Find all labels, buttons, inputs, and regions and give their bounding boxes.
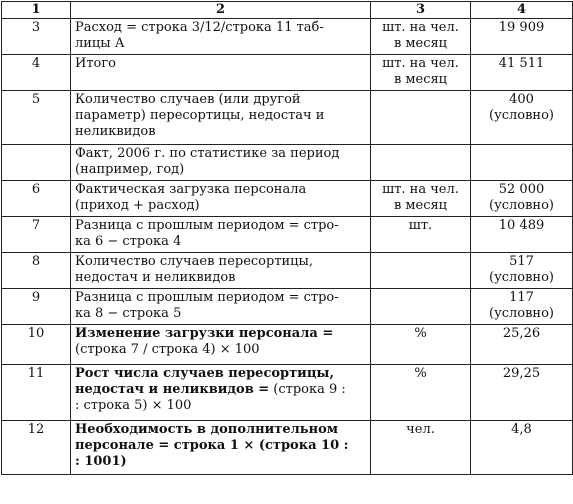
row-unit: шт. на чел. в месяц (382, 56, 459, 87)
table-row (2, 253, 573, 289)
row-number: 5 (2, 91, 71, 145)
row-label: Расход = строка 3/12/строка 11 таб- лицы А (75, 20, 324, 51)
row-number: 11 (2, 365, 71, 421)
row-number: 7 (2, 217, 71, 253)
header-col-4: 4 (471, 2, 573, 19)
header-row (2, 2, 573, 19)
row-label-bold: Изменение загрузки персонала = (75, 326, 334, 341)
header-col-1: 1 (2, 2, 71, 19)
row-value: 52 000 (условно) (489, 182, 554, 213)
table-row (2, 19, 573, 55)
table-row (2, 91, 573, 145)
row-label-rest: (строка 7 / строка 4) × 100 (75, 342, 260, 357)
row-value: 10 489 (498, 218, 545, 233)
row-unit: % (414, 366, 427, 381)
table-row (2, 421, 573, 475)
table-row (2, 145, 573, 181)
row-unit: шт. на чел. в месяц (382, 20, 459, 51)
header-col-3: 3 (371, 2, 471, 19)
row-value: 25,26 (502, 326, 541, 341)
row-unit: шт. (408, 218, 433, 233)
row-number: 3 (2, 19, 71, 55)
row-value: 4,8 (511, 422, 532, 437)
row-label: Факт, 2006 г. по статистике за период (например, год) (75, 146, 340, 177)
row-number: 6 (2, 181, 71, 217)
table-row (2, 289, 573, 325)
header-col-2: 2 (71, 2, 371, 19)
row-label-bold: Рост числа случаев пересортицы, недостач и неликвидов = (75, 366, 334, 397)
row-value: 400 (условно) (489, 92, 554, 123)
row-value: 117 (условно) (489, 290, 554, 321)
row-number (2, 145, 71, 181)
row-label-rest: (строка 9 : : строка 5) × 100 (75, 382, 346, 413)
table-row (2, 325, 573, 365)
table-row (2, 181, 573, 217)
table-row (2, 55, 573, 91)
row-unit: шт. на чел. в месяц (382, 182, 459, 213)
row-label: Итого (75, 56, 116, 71)
table-row (2, 365, 573, 421)
row-label: Разница с прошлым периодом = стро- ка 6 − строка 4 (75, 218, 339, 249)
row-label: Фактическая загрузка персонала (приход + расход) (75, 182, 307, 213)
row-label: Количество случаев (или другой параметр) пересортицы, недостач и неликвидов (75, 92, 325, 139)
row-number: 4 (2, 55, 71, 91)
row-unit: чел. (406, 422, 435, 437)
row-label: Количество случаев пересортицы, недостач и неликвидов (75, 254, 314, 285)
row-label-bold: Необходимость в дополнительном персонале = строка 1 × (строка 10 : : 1001) (75, 422, 349, 469)
table-row (2, 217, 573, 253)
row-number: 10 (2, 325, 71, 365)
row-number: 8 (2, 253, 71, 289)
row-value: 19 909 (498, 20, 545, 35)
data-table (1, 1, 573, 475)
row-number: 9 (2, 289, 71, 325)
row-value: 29,25 (502, 366, 541, 381)
row-unit: % (414, 326, 427, 341)
row-value: 41 511 (498, 56, 545, 71)
row-number: 12 (2, 421, 71, 475)
row-label: Разница с прошлым периодом = стро- ка 8 − строка 5 (75, 290, 339, 321)
row-value: 517 (условно) (489, 254, 554, 285)
